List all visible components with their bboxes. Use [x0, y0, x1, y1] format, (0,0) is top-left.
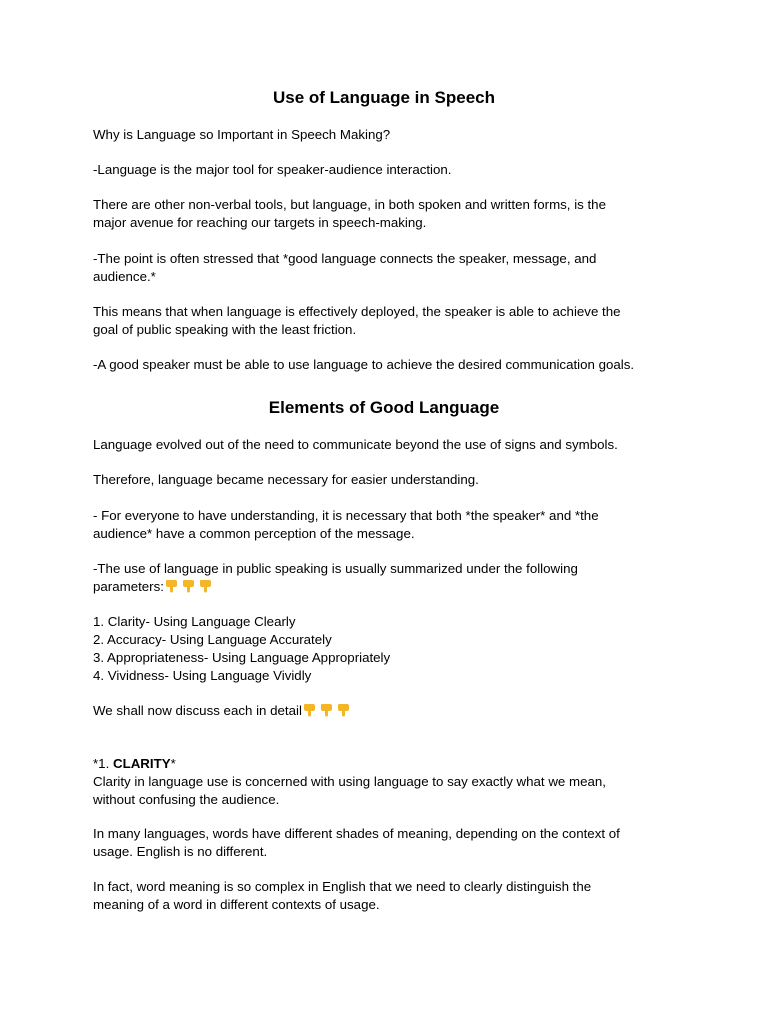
text-fragment: CLARITY [112, 756, 171, 771]
clarity-section [93, 755, 683, 809]
paragraph-good-speaker [93, 356, 683, 374]
text-line: goal of public speaking with the least friction. [93, 322, 357, 337]
paragraph-major-tool [93, 161, 683, 179]
paragraph-good-language [93, 250, 683, 286]
clarity-heading [93, 755, 683, 773]
text-line [93, 702, 683, 720]
section-heading-elements: Elements of Good Language [268, 398, 500, 417]
text-line: without confusing the audience. [93, 792, 280, 807]
text-fragment: We shall now discuss each in detail [93, 703, 302, 718]
text-line: - For everyone to have understanding, it is necessary that both *the speaker* and *the [93, 508, 599, 523]
text-line: -A good speaker must be able to use language to achieve the desired communication goals. [93, 357, 635, 372]
text-fragment: * [170, 756, 176, 771]
paragraph-language-evolved [93, 436, 683, 454]
text-line: Therefore, language became necessary for easier understanding. [93, 472, 479, 487]
paragraph-shades-of-meaning [93, 825, 683, 861]
pointing-down-icon [302, 703, 317, 717]
text-line [93, 578, 683, 596]
paragraph-discuss-detail [93, 702, 683, 720]
pointing-down-icon [181, 579, 196, 593]
paragraph-effectively-deployed [93, 303, 683, 339]
paragraph-non-verbal [93, 196, 683, 232]
page-title: Use of Language in Speech [273, 88, 495, 107]
list-item: 4. Vividness- Using Language Vividly [93, 668, 312, 683]
text-line: Why is Language so Important in Speech Making? [93, 127, 391, 142]
paragraph-therefore [93, 471, 683, 489]
text-line: In many languages, words have different shades of meaning, depending on the context of [93, 826, 620, 841]
text-fragment: *1. [93, 756, 113, 771]
paragraph-question [93, 126, 683, 144]
text-line: usage. English is no different. [93, 844, 268, 859]
paragraph-parameters [93, 560, 683, 596]
paragraph-understanding [93, 507, 683, 543]
list-item: 1. Clarity- Using Language Clearly [93, 614, 296, 629]
text-line: There are other non-verbal tools, but language, in both spoken and written forms, is the [93, 197, 606, 212]
text-line: -The use of language in public speaking is usually summarized under the following [93, 561, 578, 576]
text-line: -The point is often stressed that *good language connects the speaker, message, and [93, 251, 597, 266]
text-line: In fact, word meaning is so complex in English that we need to clearly distinguish the [93, 879, 592, 894]
text-line: Language evolved out of the need to communicate beyond the use of signs and symbols. [93, 437, 618, 452]
pointing-down-icon [319, 703, 334, 717]
pointing-down-icon [336, 703, 351, 717]
text-line: This means that when language is effectively deployed, the speaker is able to achieve the [93, 304, 621, 319]
text-fragment: parameters: [93, 579, 164, 594]
text-line: -Language is the major tool for speaker-audience interaction. [93, 162, 452, 177]
text-line: meaning of a word in different contexts of usage. [93, 897, 380, 912]
text-line: major avenue for reaching our targets in speech-making. [93, 215, 427, 230]
pointing-down-icon [164, 579, 179, 593]
parameter-list [93, 613, 683, 685]
text-line: Clarity in language use is concerned with using language to say exactly what we mean, [93, 774, 606, 789]
pointing-down-icon [198, 579, 213, 593]
text-line: audience.* [93, 269, 156, 284]
text-line: audience* have a common perception of the message. [93, 526, 415, 541]
list-item: 3. Appropriateness- Using Language Appropriately [93, 650, 391, 665]
list-item: 2. Accuracy- Using Language Accurately [93, 632, 332, 647]
paragraph-word-meaning [93, 878, 683, 914]
